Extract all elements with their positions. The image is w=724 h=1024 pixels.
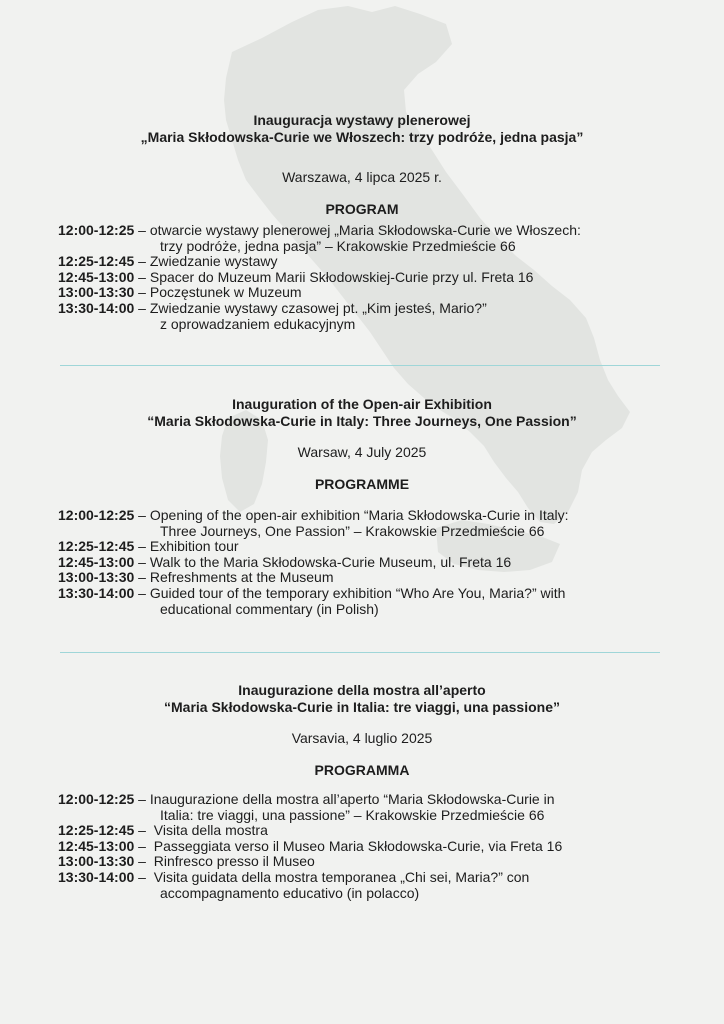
schedule-separator: – bbox=[134, 822, 154, 839]
schedule-description: Guided tour of the temporary exhibition “Who Are You, Maria?” with bbox=[149, 584, 566, 601]
schedule-time: 12:00-12:25 bbox=[58, 507, 135, 523]
schedule-description: Spacer do Muzeum Marii Skłodowskiej-Curie przy ul. Freta 16 bbox=[149, 268, 534, 285]
schedule-item bbox=[58, 555, 678, 571]
schedule-item bbox=[58, 270, 678, 286]
schedule-time: 12:25-12:45 bbox=[58, 253, 135, 270]
schedule-item bbox=[58, 792, 678, 808]
schedule-time: 12:45-13:00 bbox=[58, 268, 135, 285]
event-date: Warsaw, 4 July 2025 bbox=[297, 444, 427, 460]
schedule-separator: – bbox=[134, 837, 154, 854]
schedule-separator: – bbox=[134, 853, 154, 870]
schedule-separator: – bbox=[134, 284, 150, 301]
schedule-time: 13:00-13:30 bbox=[58, 284, 135, 301]
section-title-line1: Inauguracja wystawy plenerowej bbox=[253, 112, 471, 128]
schedule-item bbox=[58, 223, 678, 239]
schedule-separator: – bbox=[134, 299, 150, 316]
section-title-line2: “Maria Skłodowska-Curie in Italy: Three Journeys, One Passion” bbox=[147, 413, 577, 429]
schedule-item bbox=[58, 854, 678, 870]
program-schedule bbox=[58, 792, 678, 901]
program-schedule bbox=[58, 508, 678, 617]
schedule-separator: – bbox=[134, 868, 154, 885]
section-title-line1: Inauguration of the Open-air Exhibition bbox=[232, 396, 492, 412]
program-schedule bbox=[58, 223, 678, 332]
schedule-item bbox=[58, 570, 678, 586]
event-date: Varsavia, 4 luglio 2025 bbox=[291, 730, 433, 746]
schedule-description-continued: accompagnamento educativo (in polacco) bbox=[160, 884, 420, 901]
schedule-description: Poczęstunek w Muzeum bbox=[149, 284, 302, 301]
schedule-item bbox=[58, 839, 678, 855]
schedule-description: Zwiedzanie wystawy czasowej pt. „Kim jesteś, Mario?” bbox=[149, 299, 487, 316]
schedule-time: 12:00-12:25 bbox=[58, 222, 135, 238]
section-divider bbox=[60, 365, 660, 366]
schedule-separator: – bbox=[134, 538, 150, 555]
schedule-description: Visita guidata della mostra temporanea „Chi sei, Maria?” con bbox=[153, 868, 530, 885]
schedule-description: Exhibition tour bbox=[149, 538, 239, 555]
section-title-line2: „Maria Skłodowska-Curie we Włoszech: trzy podróże, jedna pasja” bbox=[140, 129, 584, 145]
schedule-time: 13:30-14:00 bbox=[58, 299, 135, 316]
section-italian bbox=[0, 682, 724, 779]
schedule-description: Zwiedzanie wystawy bbox=[149, 253, 278, 270]
schedule-item bbox=[58, 285, 678, 301]
schedule-description-continued: educational commentary (in Polish) bbox=[160, 600, 379, 617]
schedule-separator: – bbox=[134, 584, 150, 601]
schedule-separator: – bbox=[134, 569, 150, 586]
schedule-item bbox=[58, 823, 678, 839]
schedule-description: Opening of the open-air exhibition “Maria Skłodowska-Curie in Italy: bbox=[149, 507, 569, 523]
schedule-time: 13:30-14:00 bbox=[58, 584, 135, 601]
event-date: Warszawa, 4 lipca 2025 r. bbox=[282, 169, 442, 185]
schedule-description: Visita della mostra bbox=[153, 822, 268, 839]
section-title-line1: Inaugurazione della mostra all’aperto bbox=[238, 682, 486, 698]
schedule-description-continued: z oprowadzaniem edukacyjnym bbox=[160, 315, 356, 332]
schedule-item bbox=[58, 870, 678, 886]
schedule-separator: – bbox=[134, 507, 150, 523]
schedule-description: Walk to the Maria Skłodowska-Curie Museum, ul. Freta 16 bbox=[149, 553, 512, 570]
section-title-line2: “Maria Skłodowska-Curie in Italia: tre viaggi, una passione” bbox=[164, 699, 560, 715]
schedule-description-continued: trzy podróże, jedna pasja” – Krakowskie Przedmieście 66 bbox=[160, 237, 516, 254]
schedule-item bbox=[58, 508, 678, 524]
schedule-time: 13:00-13:30 bbox=[58, 853, 135, 870]
schedule-description-continued: Three Journeys, One Passion” – Krakowskie Przedmieście 66 bbox=[160, 522, 545, 539]
schedule-item bbox=[58, 301, 678, 317]
schedule-description-continued: Italia: tre viaggi, una passione” – Krakowskie Przedmieście 66 bbox=[160, 806, 545, 823]
schedule-item bbox=[58, 586, 678, 602]
schedule-separator: – bbox=[134, 222, 150, 238]
schedule-time: 13:30-14:00 bbox=[58, 868, 135, 885]
schedule-description: Inaugurazione della mostra all’aperto “Maria Skłodowska-Curie in bbox=[149, 791, 555, 807]
schedule-item bbox=[58, 254, 678, 270]
schedule-separator: – bbox=[134, 253, 150, 270]
program-heading: PROGRAM bbox=[325, 201, 399, 217]
schedule-separator: – bbox=[134, 268, 150, 285]
schedule-time: 12:45-13:00 bbox=[58, 837, 135, 854]
schedule-time: 12:45-13:00 bbox=[58, 553, 135, 570]
program-heading: PROGRAMME bbox=[314, 476, 410, 492]
section-polish bbox=[0, 112, 724, 218]
program-heading: PROGRAMMA bbox=[314, 762, 410, 778]
schedule-description: otwarcie wystawy plenerowej „Maria Skłodowska-Curie we Włoszech: bbox=[149, 222, 581, 238]
section-english bbox=[0, 396, 724, 493]
schedule-separator: – bbox=[134, 791, 150, 807]
schedule-description: Refreshments at the Museum bbox=[149, 569, 334, 586]
schedule-time: 12:25-12:45 bbox=[58, 538, 135, 555]
schedule-time: 13:00-13:30 bbox=[58, 569, 135, 586]
schedule-time: 12:00-12:25 bbox=[58, 791, 135, 807]
section-divider bbox=[60, 652, 660, 653]
schedule-separator: – bbox=[134, 553, 150, 570]
schedule-item bbox=[58, 539, 678, 555]
schedule-description: Rinfresco presso il Museo bbox=[153, 853, 315, 870]
schedule-time: 12:25-12:45 bbox=[58, 822, 135, 839]
schedule-description: Passeggiata verso il Museo Maria Skłodowska-Curie, via Freta 16 bbox=[153, 837, 563, 854]
